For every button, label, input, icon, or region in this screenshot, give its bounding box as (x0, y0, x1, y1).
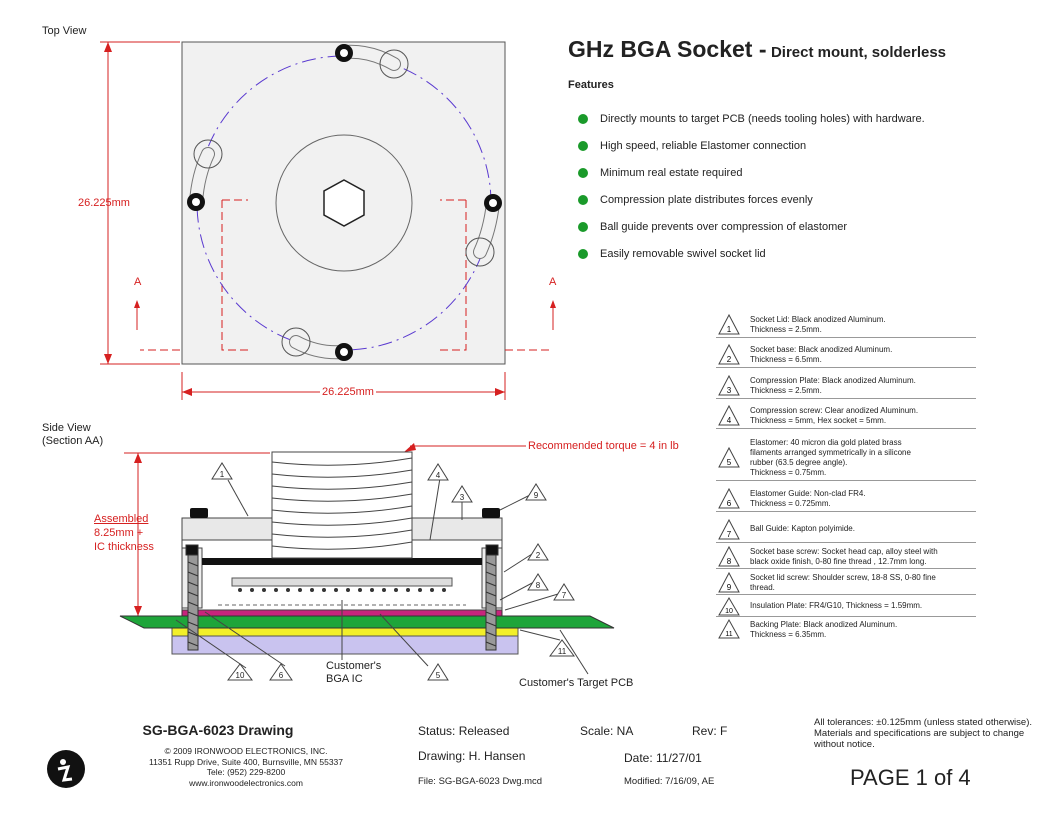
part-number-triangle-icon (718, 487, 740, 509)
part-number-triangle-icon (718, 404, 740, 426)
bullet-icon (578, 168, 588, 178)
part-number-triangle-icon (718, 343, 740, 365)
rev-field: Rev: F (692, 724, 728, 738)
svg-text:1: 1 (726, 325, 732, 334)
tag-2: 2 (535, 551, 541, 560)
svg-text:2: 2 (726, 355, 732, 364)
features-list (578, 105, 925, 267)
side-view-label: Side View (42, 422, 91, 434)
bullet-icon (578, 195, 588, 205)
company-line: Tele: (952) 229-8200 (206, 767, 286, 777)
tag-4: 4 (435, 471, 441, 480)
part-row: 4 Compression screw: Clear anodized Aluminum. Thickness = 5mm, Hex socket = 5mm. (716, 404, 976, 429)
feature-item: Compression plate distributes forces evenly (578, 186, 925, 213)
customer-ic-label-2: BGA IC (326, 673, 363, 685)
tag-6: 6 (278, 671, 284, 680)
part-number-triangle-icon (718, 518, 740, 540)
file-field: File: SG-BGA-6023 Dwg.mcd (418, 776, 543, 787)
part-row: 5 Elastomer: 40 micron dia gold plated brass filaments arranged symmetrically in a silicone rubber (63.5 degree angle). Thickness = 0.75mm. (716, 436, 976, 481)
assembled-value-1: 8.25mm + (94, 527, 144, 539)
page-number: PAGE 1 of 4 (850, 765, 971, 790)
svg-text:8: 8 (726, 557, 732, 566)
scale-field: Scale: NA (580, 724, 634, 738)
customer-ic-label-1: Customer's (326, 660, 382, 672)
tag-5: 5 (435, 671, 441, 680)
part-row: 6 Elastomer Guide: Non-clad FR4. Thickness = 0.725mm. (716, 487, 976, 512)
tag-7: 7 (561, 591, 567, 600)
assembled-label: Assembled (94, 513, 149, 525)
feature-item: Minimum real estate required (578, 159, 925, 186)
part-row: 2 Socket base: Black anodized Aluminum. Thickness = 6.5mm. (716, 343, 976, 368)
svg-text:10: 10 (725, 608, 733, 615)
part-number-triangle-icon (718, 374, 740, 396)
height-dimension: 26.225mm (78, 197, 130, 209)
top-view-label: Top View (42, 25, 87, 37)
svg-text:5: 5 (726, 458, 732, 467)
company-line: www.ironwoodelectronics.com (189, 777, 303, 788)
drawing-title: SG-BGA-6023 Drawing (142, 722, 294, 738)
part-row: 11 Backing Plate: Black anodized Aluminum. Thickness = 6.35mm. (716, 618, 976, 640)
feature-item: Ball guide prevents over compression of elastomer (578, 213, 925, 240)
tag-9: 9 (533, 491, 539, 500)
part-row: 1 Socket Lid: Black anodized Aluminum. Thickness = 2.5mm. (716, 313, 976, 338)
svg-text:6: 6 (726, 499, 732, 508)
part-row: 9 Socket lid screw: Shoulder screw, 18-8 SS, 0-80 fine thread. (716, 571, 976, 595)
company-line: 11351 Rupp Drive, Suite 400, Burnsville, MN 55337 (148, 756, 344, 767)
company-line: © 2009 IRONWOOD ELECTRONICS, INC. (164, 746, 328, 756)
tag-11: 11 (557, 647, 567, 656)
features-heading: Features (568, 79, 614, 91)
feature-item: Easily removable swivel socket lid (578, 240, 925, 267)
tag-1: 1 (219, 470, 225, 479)
date-field: Date: 11/27/01 (624, 751, 702, 765)
part-number-triangle-icon (718, 545, 740, 567)
svg-text:7: 7 (726, 530, 732, 539)
bullet-icon (578, 249, 588, 259)
page-title (568, 36, 946, 63)
section-marker-right: A (549, 276, 557, 288)
part-number-triangle-icon (718, 571, 740, 593)
section-marker-left: A (134, 276, 142, 288)
company-block (90, 746, 402, 788)
part-row: 8 Socket base screw: Socket head cap, alloy steel with black oxide finish, 0-80 fine thread , 12.7mm long. (716, 545, 976, 569)
svg-text:11: 11 (725, 631, 733, 638)
svg-text:9: 9 (726, 583, 732, 592)
part-number-triangle-icon (718, 596, 740, 616)
tag-10: 10 (235, 671, 245, 680)
drawn-by-field: Drawing: H. Hansen (418, 749, 526, 763)
tag-8: 8 (535, 581, 541, 590)
tag-3: 3 (459, 493, 465, 502)
svg-text:4: 4 (726, 416, 732, 425)
title-main: GHz BGA Socket - (568, 36, 767, 62)
torque-note: Recommended torque = 4 in lb (528, 440, 679, 452)
feature-item: Directly mounts to target PCB (needs tooling holes) with hardware. (578, 105, 925, 132)
modified-field: Modified: 7/16/09, AE (624, 776, 715, 787)
title-sub: Direct mount, solderless (770, 44, 947, 61)
feature-item: High speed, reliable Elastomer connection (578, 132, 925, 159)
part-row: 3 Compression Plate: Black anodized Aluminum. Thickness = 2.5mm. (716, 374, 976, 399)
part-row: 7 Ball Guide: Kapton polyimide. (716, 518, 976, 543)
part-number-triangle-icon (718, 313, 740, 335)
section-label: (Section AA) (42, 435, 104, 447)
bullet-icon (578, 222, 588, 232)
status-field: Status: Released (418, 724, 510, 738)
assembled-value-2: IC thickness (94, 541, 154, 553)
customer-pcb-label: Customer's Target PCB (519, 677, 634, 689)
width-dimension: 26.225mm (322, 386, 374, 398)
svg-text:3: 3 (726, 386, 732, 395)
tolerance-note: All tolerances: ±0.125mm (unless stated otherwise). Materials and specifications are subject to change without notice. (814, 717, 1033, 750)
ironwood-logo-icon (46, 749, 86, 789)
part-number-triangle-icon (718, 618, 740, 639)
bullet-icon (578, 114, 588, 124)
part-row: 10 Insulation Plate: FR4/G10, Thickness = 1.59mm. (716, 596, 976, 617)
part-number-triangle-icon (718, 446, 740, 468)
bullet-icon (578, 141, 588, 151)
